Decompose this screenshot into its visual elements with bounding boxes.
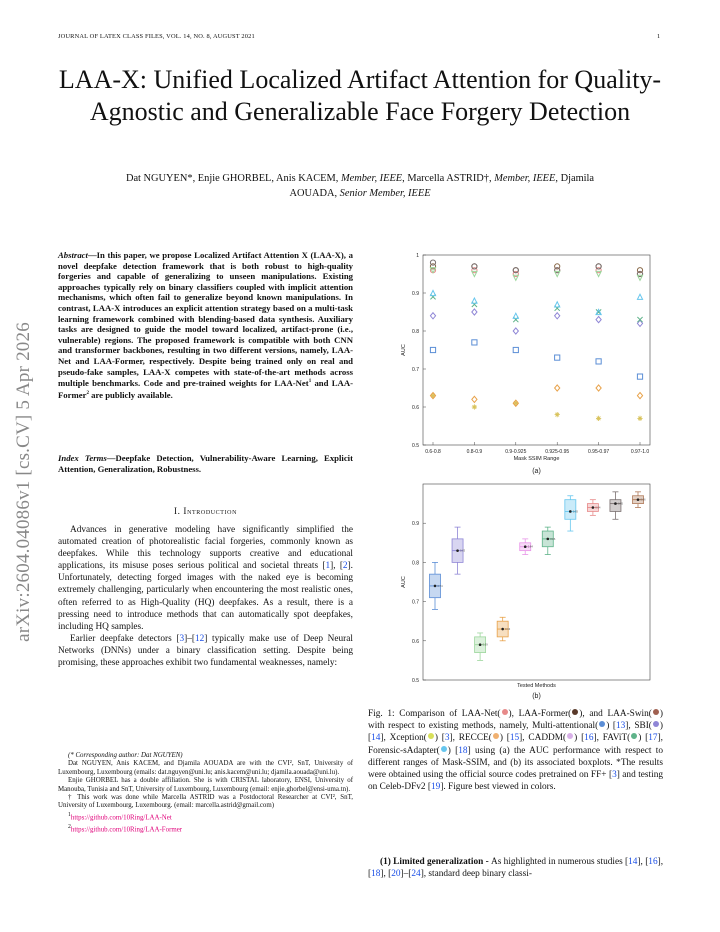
arxiv-watermark bbox=[4, 262, 44, 702]
citation-link[interactable]: 2 bbox=[342, 561, 348, 572]
chart-a-data-point bbox=[596, 385, 601, 391]
chart-b-y-tick-label: 0.5 bbox=[412, 678, 419, 684]
chart-a-data-point bbox=[430, 393, 435, 398]
chart-b-mean-point bbox=[434, 585, 437, 588]
citation-link[interactable]: 13 bbox=[616, 721, 626, 732]
figure-caption: Fig. 1: Comparison of LAA-Net( ), LAA-Former( ), and LAA-Swin( ) with respect to existing methods, namely, Multi-attentional( ) [13], SBI( ) [14], Xception( ) [3], RECCE( ) [15], CADDM( ) [16], FAViT( ) [17], Forensic-sAdapter( ) [18] using (a) the AUC performance with respect to different ranges of Mask-SSIM, and (b) its associated boxplots. *The results were obtained using the official source codes pretrained on FF+ [3] and testing on Celeb-DFv2 [19]. Figure best viewed in colors. bbox=[368, 709, 663, 793]
index-terms bbox=[58, 453, 353, 474]
chart-b-boxplot bbox=[452, 527, 466, 574]
chart-a-x-axis-label: Mask SSIM Range bbox=[513, 456, 560, 462]
footnote: † This work was done while Marcella ASTRID was a Postdoctoral Researcher at CVI², SnT, University of Luxembourg, Luxembourg. (email: marcella.astrid@gmail.com) bbox=[58, 794, 353, 810]
chart-a-data-point bbox=[430, 260, 435, 265]
chart-b-panel-label: (b) bbox=[532, 693, 541, 700]
section-heading: I. Introduction bbox=[173, 506, 238, 516]
chart-b-mean-label: 0.95 bbox=[617, 502, 624, 506]
chart-a-data-point bbox=[555, 355, 560, 360]
chart-a-data-point bbox=[555, 271, 560, 276]
chart-a-data-point bbox=[555, 313, 560, 319]
citation-link[interactable]: 20 bbox=[391, 869, 401, 880]
citation-link[interactable]: 14 bbox=[371, 733, 381, 744]
chart-a-data-point bbox=[513, 401, 518, 406]
index-terms-text: —Deepfake Detection, Vulnerability-Aware Learning, Explicit Attention, Generalization, Robustness. bbox=[58, 453, 353, 474]
chart-b-boxplot bbox=[565, 496, 579, 531]
figure-1 bbox=[368, 248, 663, 710]
chart-a-data-point bbox=[596, 359, 601, 364]
abstract bbox=[58, 250, 353, 400]
chart-a-data-point bbox=[596, 416, 601, 421]
authors-text: Dat NGUYEN*, Enjie GHORBEL, Anis KACEM, bbox=[125, 173, 341, 184]
chart-a-x-tick-label: 0.9-0.925 bbox=[505, 449, 527, 455]
chart-b-mean-point bbox=[456, 549, 459, 552]
citation-link[interactable]: 19 bbox=[431, 782, 441, 793]
chart-b-boxplot bbox=[475, 633, 489, 660]
author-list bbox=[40, 172, 680, 201]
index-terms-heading: Index Terms bbox=[58, 453, 107, 463]
citation-link[interactable]: 17 bbox=[648, 733, 658, 744]
chart-a-data-point bbox=[513, 275, 518, 280]
chart-b-boxplot bbox=[497, 617, 511, 641]
chart-a-data-point bbox=[637, 275, 642, 280]
chart-a-x-tick-label: 0.95-0.97 bbox=[588, 449, 610, 455]
authors-text: , Marcella ASTRID†, bbox=[402, 173, 495, 184]
chart-b-boxplot bbox=[610, 492, 624, 519]
citation-link[interactable]: 3 bbox=[179, 633, 185, 644]
chart-a-data-point bbox=[472, 309, 477, 315]
chart-b-mean-label: 0.84 bbox=[527, 545, 533, 549]
chart-b-mean-label: 0.96 bbox=[640, 498, 646, 502]
laa-former-color-dot bbox=[572, 709, 578, 715]
corresponding-author-note: (* Corresponding author: Dat NGUYEN) bbox=[68, 752, 183, 759]
chart-b-y-axis-label: AUC bbox=[401, 576, 407, 588]
chart-b-mean-label: 0.63 bbox=[505, 628, 511, 632]
chart-a-y-tick-label: 0.7 bbox=[412, 367, 419, 373]
citation-link[interactable]: 1 bbox=[325, 561, 331, 572]
chart-a-data-point bbox=[472, 298, 477, 303]
chart-a-data-point bbox=[472, 396, 477, 402]
abstract-text: are publicly available. bbox=[88, 389, 173, 400]
author-membership: Member, IEEE bbox=[494, 173, 556, 184]
chart-b-mean-point bbox=[592, 506, 595, 509]
chart-a-data-point bbox=[472, 264, 477, 269]
laa-swin-color-dot bbox=[653, 709, 659, 715]
chart-b-mean-label: 0.74 bbox=[437, 584, 443, 588]
recce-color-dot bbox=[493, 733, 499, 739]
chart-b-mean-label: 0.93 bbox=[572, 510, 578, 514]
chart-a-y-tick-label: 0.6 bbox=[412, 405, 419, 411]
chart-a-data-point bbox=[430, 347, 435, 352]
chart-a-data-point bbox=[637, 317, 642, 322]
paragraph: Advances in generative modeling have significantly simplified the automated creation of photorealistic facial forgeries, commonly known as deepfakes. While this technology supports creative and educational applications, its misuse poses serious political and societal threats [1], [2]. Unfortunately, detecting forged images with the naked eye is becoming extremely challenging, particularly when encountering the most realistic ones, often referred to as High-Quality (HQ) deepfakes. As a result, there is a pressing need to introduce methods that can automatically spot deepfakes, including HQ samples. bbox=[58, 525, 353, 632]
citation-link[interactable]: 14 bbox=[628, 857, 638, 867]
chart-b-y-tick-label: 0.9 bbox=[412, 521, 419, 528]
chart-a-data-point bbox=[637, 294, 642, 299]
chart-a-data-point bbox=[430, 290, 435, 295]
chart-a-x-tick-label: 0.8-0.9 bbox=[466, 449, 483, 455]
chart-a-data-point bbox=[513, 313, 518, 318]
sbi-color-dot bbox=[653, 721, 659, 727]
chart-a-x-tick-label: 0.925-0.95 bbox=[545, 449, 570, 455]
chart-b-mean-point bbox=[569, 510, 572, 513]
citation-link[interactable]: 18 bbox=[458, 745, 468, 756]
author-membership: Member, IEEE bbox=[340, 173, 403, 184]
authors-text: AOUADA, bbox=[289, 187, 340, 199]
chart-a-y-tick-label: 1 bbox=[416, 253, 419, 259]
chart-b-boxplot bbox=[633, 492, 647, 508]
page-number: 1 bbox=[657, 33, 661, 40]
chart-a-data-point bbox=[596, 264, 601, 269]
footnote: Enjie GHORBEL has a double affiliation. She is with CRISTAL laboratory, ENSI, University of Manouba, Tunisia and SnT, University of Luxembourg, Luxembourg (email: enjie.ghorbel@ensi-uma.tn). bbox=[58, 777, 353, 793]
abstract-heading: Abstract bbox=[58, 250, 88, 260]
chart-b-boxplot bbox=[587, 500, 601, 516]
citation-link[interactable]: 3 bbox=[612, 770, 617, 781]
chart-b-mean-point bbox=[524, 545, 527, 548]
chart-a-y-axis-label: AUC bbox=[401, 344, 407, 356]
chart-b-mean-point bbox=[546, 538, 549, 541]
authors-text: , Djamila bbox=[555, 173, 595, 184]
chart-a-x-tick-label: 0.97-1.0 bbox=[630, 449, 650, 455]
paper-title: LAA-X: Unified Localized Artifact Attention for Quality-Agnostic and Generalizable Face Forgery Detection bbox=[58, 65, 662, 126]
chart-a-data-point bbox=[555, 412, 560, 417]
footnote-marker: 2 bbox=[86, 390, 89, 396]
chart-a-data-point bbox=[430, 313, 435, 319]
citation-link[interactable]: 15 bbox=[509, 733, 520, 744]
citation-link[interactable]: 16 bbox=[648, 857, 658, 867]
chart-b-boxplot bbox=[542, 527, 556, 554]
laa-net-color-dot bbox=[502, 709, 508, 715]
paragraph: Earlier deepfake detectors [3]–[12] typically make use of Deep Neural Networks (DNNs) under a binary classification setting. Despite being promising, these approaches exhibit two fundamental weaknesses, namely: bbox=[58, 633, 353, 669]
caddm-color-dot bbox=[567, 733, 573, 739]
chart-a-data-point bbox=[637, 393, 642, 399]
chart-a-data-point bbox=[472, 340, 477, 345]
chart-b-mean-label: 0.86 bbox=[550, 537, 556, 541]
chart-a-markers bbox=[430, 260, 642, 421]
forensics-adapter-color-dot bbox=[441, 746, 447, 752]
chart-a-data-point bbox=[472, 404, 477, 409]
citation-link[interactable]: 18 bbox=[371, 869, 381, 880]
chart-a-data-point bbox=[596, 271, 601, 276]
chart-b-mean-label: 0.83 bbox=[460, 549, 466, 553]
chart-b-mean-label: 0.59 bbox=[482, 643, 488, 647]
running-header: JOURNAL OF LATEX CLASS FILES, VOL. 14, NO. 8, AUGUST 2021 bbox=[58, 33, 255, 40]
citation-link[interactable]: 16 bbox=[584, 733, 594, 744]
chart-a-data-point bbox=[472, 271, 477, 276]
code-link-laa-former[interactable]: https://github.com/10Ring/LAA-Former bbox=[70, 825, 183, 833]
favit-color-dot bbox=[631, 733, 637, 739]
introduction bbox=[58, 524, 353, 669]
chart-b-mean-point bbox=[501, 628, 504, 631]
chart-a-y-tick-label: 0.5 bbox=[412, 443, 419, 449]
footnotes bbox=[58, 752, 353, 834]
figure-1-charts bbox=[368, 248, 663, 710]
chart-a-data-point bbox=[555, 385, 560, 391]
footnote: $^1$https://github.com/10Ring/LAA-Net bbox=[68, 811, 172, 822]
chart-a-y-tick-label: 0.9 bbox=[412, 291, 419, 297]
limited-generalization-paragraph: (1) Limited generalization - As highlighted in numerous studies [14], [16], [18], [20]–[24], standard deep binary classi- bbox=[368, 857, 664, 880]
chart-a-data-point bbox=[555, 302, 560, 307]
chart-b-mean-point bbox=[614, 502, 617, 505]
chart-b-boxplot bbox=[520, 539, 534, 555]
chart-a-x-tick-label: 0.6-0.8 bbox=[425, 449, 441, 455]
arxiv-id: arXiv:2604.04086v1 [cs.CV] 5 Apr 2026 bbox=[13, 322, 34, 642]
citation-link[interactable]: 3 bbox=[444, 733, 450, 744]
chart-a-data-point bbox=[513, 268, 518, 273]
chart-a-data-point bbox=[637, 374, 642, 379]
chart-a-data-point bbox=[513, 347, 518, 352]
abstract-text: and LAA-Former bbox=[58, 378, 353, 400]
author-membership: Senior Member, IEEE bbox=[339, 187, 431, 199]
chart-b-mean-point bbox=[637, 498, 640, 501]
citation-link[interactable]: 12 bbox=[194, 633, 205, 644]
chart-a-data-point bbox=[596, 317, 601, 323]
multi-attentional-color-dot bbox=[599, 721, 605, 727]
footnote: $^2$https://github.com/10Ring/LAA-Former bbox=[68, 823, 183, 833]
paragraph-lead: (1) Limited generalization - bbox=[380, 857, 492, 867]
chart-a-data-point bbox=[637, 416, 642, 421]
chart-b-boxplot bbox=[430, 562, 444, 609]
code-link-laa-net[interactable]: https://github.com/10Ring/LAA-Net bbox=[70, 814, 172, 822]
chart-b-mean-label: 0.94 bbox=[595, 506, 601, 510]
abstract-text: —In this paper, we propose Localized Artifact Attention X (LAA-X), a novel deepfake detection framework that is both robust to high-quality forgeries and capable of generalizing to unseen manipulations. Existing approaches typically rely on binary classifiers coupled with implicit attention mechanisms, which often fail to generalize beyond known manipulations. In contrast, LAA-X introduces an explicit attention strategy based on a multi-task learning framework combined with blending-based data synthesis. Auxiliary tasks are designed to guide the model toward localized, artifact-prone (i.e., vulnerable) regions. The proposed framework is compatible with both CNN and transformer backbones, resulting in two different versions, namely, LAA-Net and LAA-Former, respectively. Despite being trained only on real and pseudo-fake samples, LAA-X competes with state-of-the-art methods across multiple benchmarks. Code and pre-trained weights for LAA-Net bbox=[58, 250, 353, 389]
chart-b-x-axis-label: Tested Methods bbox=[517, 683, 556, 689]
chart-b-mean-point bbox=[479, 643, 482, 646]
chart-a-y-tick-label: 0.8 bbox=[412, 329, 419, 335]
citation-link[interactable]: 24 bbox=[411, 869, 421, 880]
chart-a-panel-label: (a) bbox=[532, 468, 541, 475]
chart-b-frame bbox=[423, 484, 650, 680]
xception-color-dot bbox=[428, 733, 434, 739]
chart-b-y-tick-label: 0.8 bbox=[412, 560, 419, 567]
chart-a-data-point bbox=[513, 328, 518, 334]
chart-b-y-tick-label: 0.7 bbox=[412, 599, 419, 606]
footnote-marker: 1 bbox=[308, 379, 312, 385]
chart-a-frame bbox=[423, 255, 650, 445]
footnote: Dat NGUYEN, Anis KACEM, and Djamila AOUADA are with the CVI², SnT, University of Luxembourg, Luxembourg (emails: dat.nguyen@uni.lu; anis.kacem@uni.lu; djamila.aouada@uni.lu). bbox=[58, 760, 353, 776]
chart-b-y-tick-label: 0.6 bbox=[412, 638, 419, 645]
